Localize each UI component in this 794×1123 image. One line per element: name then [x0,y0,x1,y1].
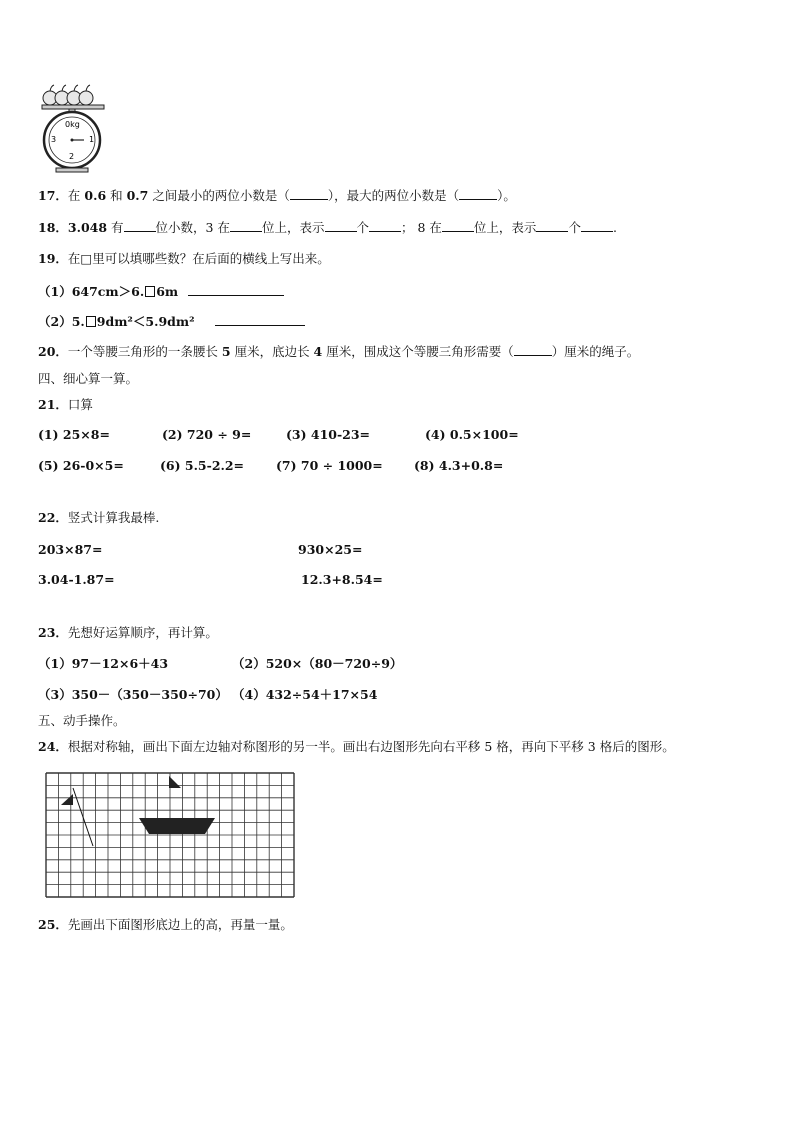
question-19-part-2: （2）5. 9dm²＜5.9dm² [38,313,305,330]
answer-blank[interactable] [325,219,357,232]
order-calc-item: （4）432÷54＋17×54 [232,687,378,702]
trapezoid-shape [139,818,215,834]
digit-box[interactable] [86,316,96,327]
dial-zero-label: 0kg [65,120,80,129]
order-calc-item: （1）97－12×6＋43 [38,656,169,671]
answer-blank[interactable] [459,187,497,200]
grid-lines [46,773,294,897]
vertical-calc-item: 203×87= [38,542,103,557]
question-24: 24．根据对称轴，画出下面左边轴对称图形的另一半。画出右边图形先向右平移 5 格，再向下平移 3 格后的图形。 [38,739,675,754]
answer-blank[interactable] [536,219,568,232]
answer-blank[interactable] [581,219,613,232]
vertical-calc-item: 3.04-1.87= [38,572,115,587]
question-20: 20．一个等腰三角形的一条腰长 5 厘米，底边长 4 厘米，围成这个等腰三角形需要（ ）厘米的绳子。 [38,344,640,359]
small-triangle [169,776,181,788]
oral-calc-item: (7) 70 ÷ 1000= [276,458,383,473]
question-21: 21．口算 [38,397,93,412]
answer-blank[interactable] [290,187,328,200]
grid-drawing-area[interactable] [45,772,297,902]
oral-calc-item: (1) 25×8= [38,427,110,442]
answer-blank[interactable] [369,219,401,232]
oral-calc-item: (2) 720 ÷ 9= [162,427,252,442]
question-23: 23．先想好运算顺序，再计算。 [38,625,218,640]
left-half-triangle [61,794,73,805]
question-19: 19．在□里可以填哪些数？在后面的横线上写出来。 [38,251,330,266]
oral-calc-item: (4) 0.5×100= [425,427,519,442]
question-19-part-1: （1）647cm＞6. 6m [38,283,284,300]
apples-icon [43,85,93,105]
scale-illustration [40,80,110,175]
oral-calc-item: (6) 5.5-2.2= [160,458,245,473]
question-17: 17．在 0.6 和 0.7 之间最小的两位小数是（ ），最大的两位小数是（ ）。 [38,188,516,203]
dial-tick-2: 2 [69,152,75,161]
section-4-heading: 四、细心算一算。 [38,371,139,386]
order-calc-item: （2）520×（80－720÷9） [232,656,403,671]
vertical-calc-item: 12.3+8.54= [301,572,383,587]
question-18: 18．3.048 有 位小数，3 在 位上，表示 个 ； 8 在 位上，表示 个 . [38,220,617,235]
answer-blank[interactable] [124,219,156,232]
answer-blank[interactable] [514,343,552,356]
oral-calc-item: (5) 26-0×5= [38,458,124,473]
dial-tick-1: 1 [89,135,95,144]
question-22: 22．竖式计算我最棒. [38,510,160,525]
vertical-calc-item: 930×25= [298,542,363,557]
answer-line[interactable] [188,283,284,296]
answer-blank[interactable] [442,219,474,232]
answer-line[interactable] [215,313,305,326]
oral-calc-item: (8) 4.3+0.8= [414,458,504,473]
digit-box[interactable] [145,286,155,297]
question-25: 25．先画出下面图形底边上的高，再量一量。 [38,917,293,932]
order-calc-item: （3）350－（350－350÷70） [38,687,228,702]
oral-calc-item: (3) 410-23= [286,427,371,442]
answer-blank[interactable] [230,219,262,232]
section-5-heading: 五、动手操作。 [38,713,126,728]
dial-tick-3: 3 [51,135,57,144]
